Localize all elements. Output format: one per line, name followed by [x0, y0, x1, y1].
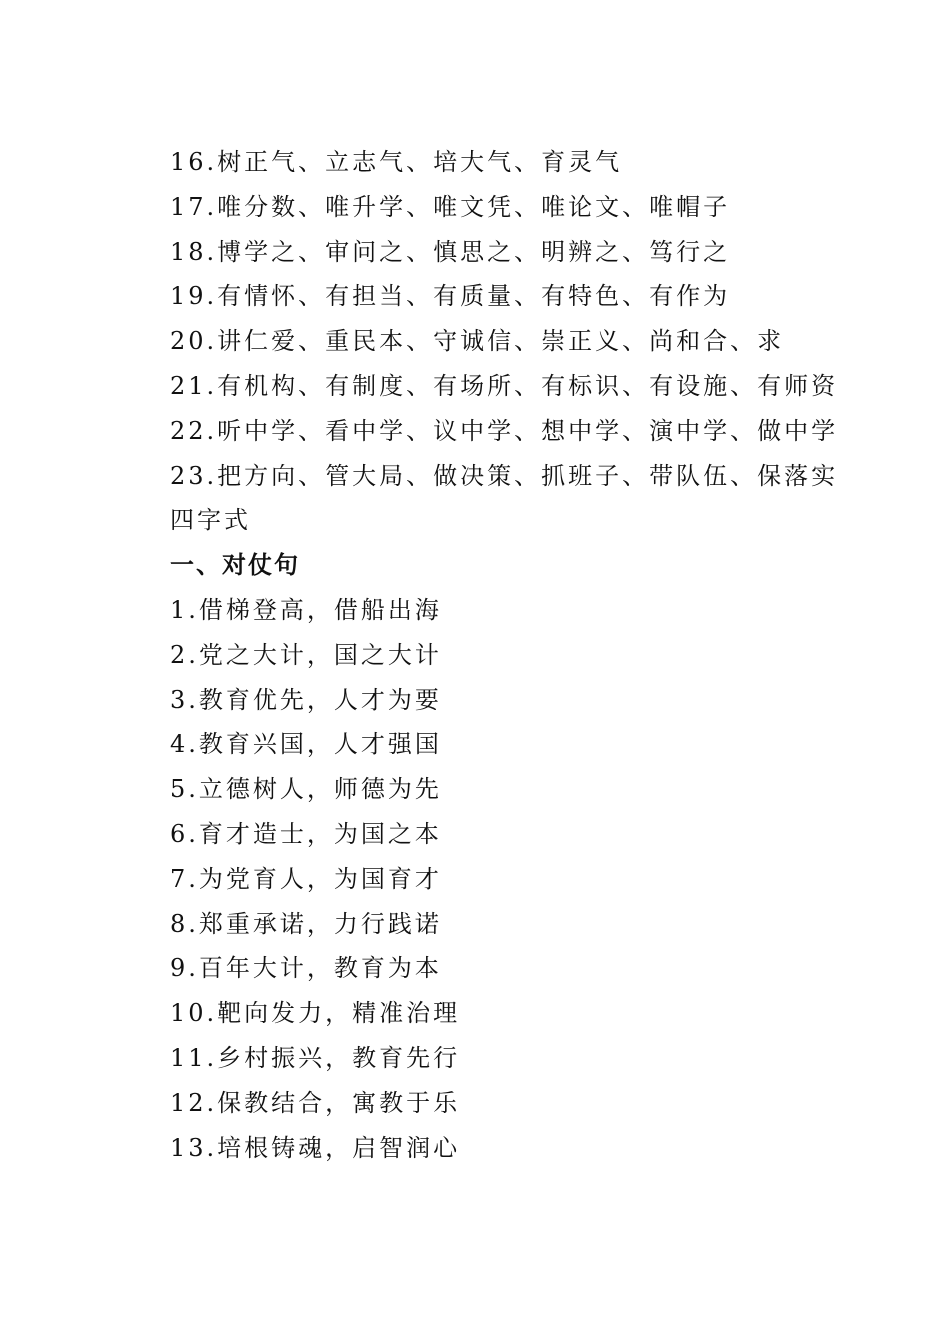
- list-item: 11.乡村振兴，教育先行: [170, 1043, 461, 1072]
- list-item: 17.唯分数、唯升学、唯文凭、唯论文、唯帽子: [170, 192, 731, 221]
- list-item: 7.为党育人，为国育才: [170, 864, 442, 893]
- list-item: 3.教育优先，人才为要: [170, 685, 442, 714]
- list-item: 18.博学之、审问之、慎思之、明辨之、笃行之: [170, 237, 731, 266]
- list-item: 16.树正气、立志气、培大气、育灵气: [170, 148, 623, 176]
- list-item: 6.育才造士，为国之本: [170, 819, 442, 848]
- list-item: 20.讲仁爱、重民本、守诚信、崇正义、尚和合、求: [170, 327, 785, 356]
- list-item: 2.党之大计，国之大计: [170, 640, 442, 669]
- list-item: 10.靶向发力，精准治理: [170, 999, 461, 1028]
- list-item: 8.郑重承诺，力行践诺: [170, 909, 442, 938]
- list-item: 22.听中学、看中学、议中学、想中学、演中学、做中学: [170, 416, 839, 445]
- list-item: 23.把方向、管大局、做决策、抓班子、带队伍、保落实: [170, 461, 839, 490]
- list-item: 21.有机构、有制度、有场所、有标识、有设施、有师资: [170, 371, 839, 400]
- list-item: 12.保教结合，寓教于乐: [170, 1088, 461, 1117]
- document-body: [170, 140, 839, 1170]
- list-item: 5.立德树人，师德为先: [170, 775, 442, 804]
- category-label: 四字式: [170, 506, 251, 535]
- list-item: 4.教育兴国，人才强国: [170, 730, 442, 759]
- list-item: 13.培根铸魂，启智润心: [170, 1133, 461, 1162]
- section-heading: 一、对仗句: [170, 551, 300, 580]
- list-item: 9.百年大计，教育为本: [170, 954, 442, 983]
- list-item: 1.借梯登高，借船出海: [170, 595, 442, 624]
- list-item: 19.有情怀、有担当、有质量、有特色、有作为: [170, 282, 731, 311]
